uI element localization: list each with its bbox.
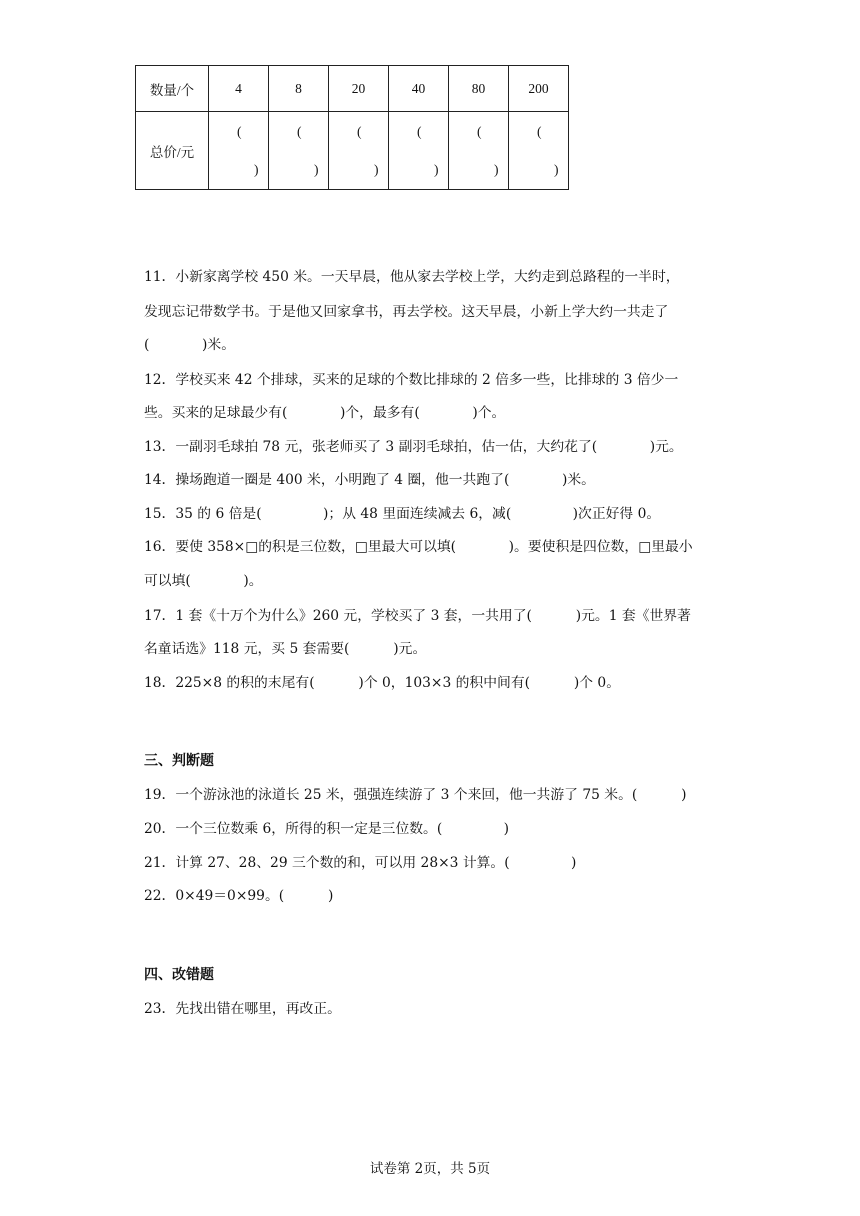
question-11-line-2: 发现忘记带数学书。于是他又回家拿书，再去学校。这天早晨，小新上学大约一共走了 [144,304,669,320]
blank-open-paren: ( [237,124,242,139]
answer-blank-cell[interactable] [389,112,449,190]
question-20[interactable]: 20．一个三位数乘 6，所得的积一定是三位数。( ) [144,821,510,837]
answer-blank-cell[interactable] [209,112,269,190]
blank-close-paren: ) [494,162,499,177]
blank-open-paren: ( [297,124,302,139]
answer-blank-cell[interactable] [449,112,509,190]
quantity-row [136,66,569,112]
quantity-cell: 40 [389,66,449,112]
quantity-header: 数量/个 [136,66,209,112]
question-11-line-1: 11．小新家离学校 450 米。一天早晨，他从家去学校上学，大约走到总路程的一半时， [144,269,680,285]
section-title-judgment: 三、判断题 [144,753,214,769]
blank-close-paren: ) [254,162,259,177]
question-13[interactable]: 13．一副羽毛球拍 78 元，张老师买了 3 副羽毛球拍，估一估，大约花了( )元。 [144,439,683,455]
blank-open-paren: ( [477,124,482,139]
question-12-line-1: 12．学校买来 42 个排球，买来的足球的个数比排球的 2 倍多一些，比排球的 3 倍少一 [144,372,679,388]
total-price-header: 总价/元 [136,112,209,190]
quantity-cell: 4 [209,66,269,112]
blank-close-paren: ) [434,162,439,177]
question-23: 23．先找出错在哪里，再改正。 [144,1001,341,1017]
answer-blank-cell[interactable] [269,112,329,190]
price-table [135,65,569,190]
quantity-cell: 20 [329,66,389,112]
section-title-correction: 四、改错题 [144,967,214,983]
question-14[interactable]: 14．操场跑道一圈是 400 米，小明跑了 4 圈，他一共跑了( )米。 [144,472,595,488]
question-19[interactable]: 19．一个游泳池的泳道长 25 米，强强连续游了 3 个来回，他一共游了 75 米。( ) [144,787,687,803]
question-17-line-1[interactable]: 17．1 套《十万个为什么》260 元，学校买了 3 套，一共用了( )元。1 套《世界著 [144,608,691,624]
blank-open-paren: ( [417,124,422,139]
blank-open-paren: ( [357,124,362,139]
question-15[interactable]: 15．35 的 6 倍是( )；从 48 里面连续减去 6，减( )次正好得 0。 [144,506,661,522]
quantity-cell: 8 [269,66,329,112]
question-17-line-2[interactable]: 名童话选》118 元，买 5 套需要( )元。 [144,641,427,657]
question-11-line-3[interactable]: ( )米。 [144,337,235,353]
page-footer: 试卷第 2页，共 5页 [369,1161,491,1177]
quantity-cell: 200 [509,66,569,112]
blank-close-paren: ) [314,162,319,177]
total-price-row [136,112,569,190]
blank-close-paren: ) [554,162,559,177]
question-16-line-1[interactable]: 16．要使 358×□的积是三位数，□里最大可以填( )。要使积是四位数，□里最小 [144,539,693,555]
question-16-line-2[interactable]: 可以填( )。 [144,573,263,589]
quantity-cell: 80 [449,66,509,112]
question-18[interactable]: 18．225×8 的积的末尾有( )个 0，103×3 的积中间有( )个 0。 [144,675,620,691]
question-21[interactable]: 21．计算 27、28、29 三个数的和，可以用 28×3 计算。( ) [144,855,577,871]
answer-blank-cell[interactable] [509,112,569,190]
question-22[interactable]: 22．0×49＝0×99。( ) [144,888,334,904]
answer-blank-cell[interactable] [329,112,389,190]
blank-close-paren: ) [374,162,379,177]
blank-open-paren: ( [537,124,542,139]
question-12-line-2[interactable]: 些。买来的足球最少有( )个，最多有( )个。 [144,405,506,421]
